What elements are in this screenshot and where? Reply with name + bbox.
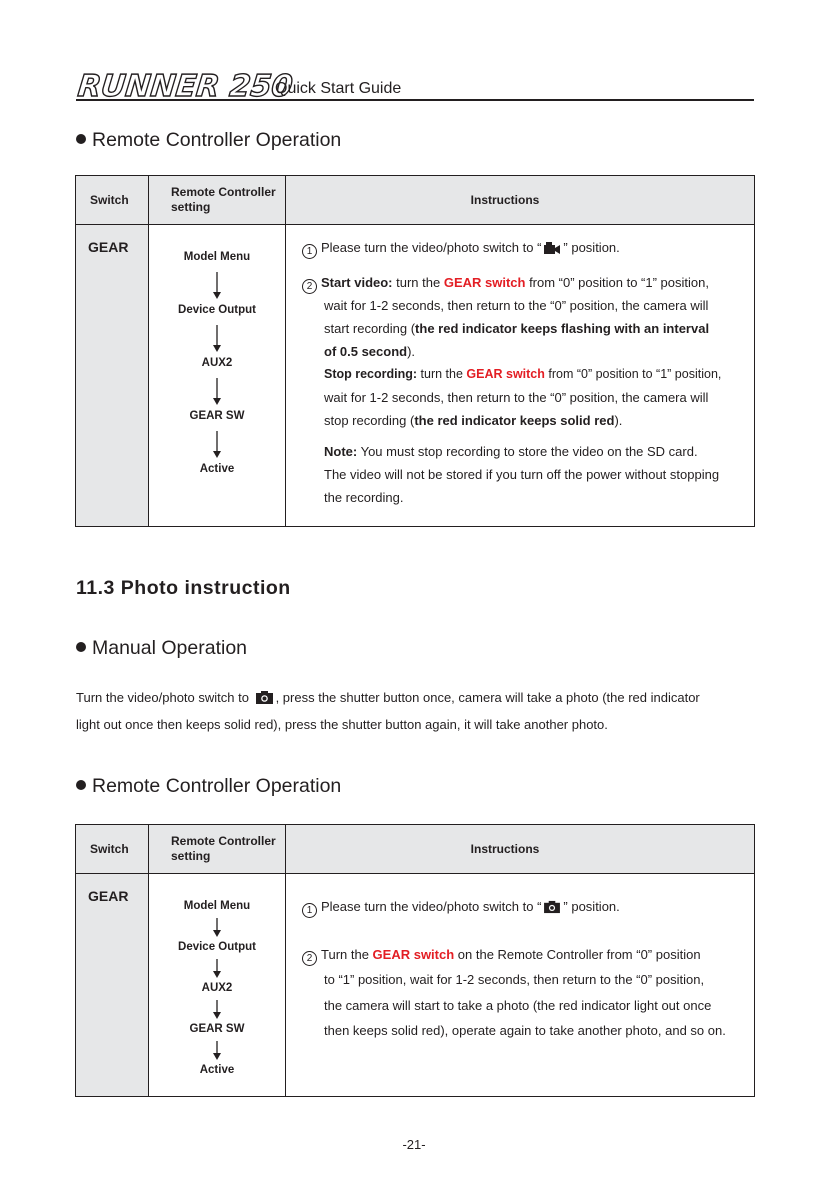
arrow-down-icon [212, 266, 222, 302]
flow-step: Active [199, 1064, 235, 1076]
runner-250-logo: RUNNER 250 [76, 69, 295, 104]
instruction-step-1: 1 Please turn the video/photo switch to “ ” position. [302, 894, 748, 920]
rc-setting-flow [149, 225, 286, 527]
instruction-stop: Stop recording: turn the GEAR switch from “0” position to “1” position, [324, 367, 722, 381]
instruction-line: wait for 1-2 seconds, then return to the “0” position, the camera will [324, 390, 709, 405]
arrow-down-icon [212, 425, 222, 461]
video-remote-table [75, 175, 755, 527]
switch-cell: GEAR [76, 225, 149, 527]
bullet-icon [76, 642, 86, 652]
instruction-line: of 0.5 second). [324, 344, 416, 359]
photo-camera-icon [255, 690, 274, 705]
section-heading-video-remote: Remote Controller Operation [76, 129, 341, 152]
table-row [76, 225, 755, 527]
col-instructions-header: Instructions [286, 825, 755, 874]
switch-cell: GEAR [76, 874, 149, 1097]
table-header-row [76, 176, 755, 225]
rc-setting-flow [149, 874, 286, 1097]
instruction-line: the recording. [324, 490, 404, 505]
bullet-icon [76, 134, 86, 144]
col-switch-header: Switch [76, 176, 149, 225]
section-heading-manual: Manual Operation [76, 637, 247, 660]
manual-line-1: Turn the video/photo switch to , press the shutter button once, camera will take a photo (the red indicator [76, 690, 700, 705]
instruction-step-2: 2 Turn the GEAR switch on the Remote Controller from “0” position [302, 942, 748, 968]
flow-step: Model Menu [183, 251, 251, 263]
arrow-down-icon [212, 915, 222, 939]
instruction-line: start recording (the red indicator keeps flashing with an interval [324, 321, 710, 336]
header-subtitle: Quick Start Guide [275, 80, 402, 97]
flow-step: Device Output [178, 304, 256, 316]
instruction-line: stop recording (the red indicator keeps solid red). [324, 413, 623, 428]
page-number: -21- [402, 1137, 426, 1152]
photo-remote-table [75, 824, 755, 1097]
arrow-down-icon [212, 319, 222, 355]
flow-step: GEAR SW [189, 410, 245, 422]
table-header-row [76, 825, 755, 874]
instruction-line: the camera will start to take a photo (the red indicator light out once [324, 997, 712, 1013]
photo-section-title: 11.3 Photo instruction [76, 577, 291, 599]
flow-step: GEAR SW [189, 1023, 245, 1035]
col-rc-header: Remote Controller setting [149, 825, 286, 874]
flow-step: AUX2 [201, 357, 233, 369]
instructions-cell [286, 874, 755, 1097]
instruction-line: then keeps solid red), operate again to take another photo, and so on. [324, 1023, 726, 1038]
instruction-step-2: 2 Start video: turn the GEAR switch from “0” position to “1” position, [302, 271, 748, 294]
section-heading-photo-remote: Remote Controller Operation [76, 775, 341, 798]
manual-operation-text [76, 684, 756, 738]
flow-step: Device Output [178, 941, 256, 953]
arrow-down-icon [212, 956, 222, 980]
flow-step: AUX2 [201, 982, 233, 994]
instruction-line: The video will not be stored if you turn off the power without stopping [324, 467, 720, 482]
instruction-step-1: 1 Please turn the video/photo switch to “ ” position. [302, 236, 748, 259]
video-camera-icon [543, 241, 561, 255]
header-rule [76, 99, 754, 101]
instruction-line: to “1” position, wait for 1-2 seconds, then return to the “0” position, [324, 972, 705, 987]
manual-line-2: light out once then keeps solid red), press the shutter button again, it will take another photo. [76, 717, 608, 732]
col-switch-header: Switch [76, 825, 149, 874]
instruction-line: wait for 1-2 seconds, then return to the “0” position, the camera will [324, 298, 709, 313]
col-instructions-header: Instructions [286, 176, 755, 225]
instructions-cell [286, 225, 755, 527]
arrow-down-icon [212, 997, 222, 1021]
arrow-down-icon [212, 372, 222, 408]
arrow-down-icon [212, 1038, 222, 1062]
photo-camera-icon [543, 900, 561, 914]
table-row [76, 874, 755, 1097]
col-rc-header: Remote Controller setting [149, 176, 286, 225]
flow-step: Model Menu [183, 900, 251, 912]
instruction-note: Note: You must stop recording to store the video on the SD card. [324, 444, 698, 459]
flow-step: Active [199, 463, 235, 475]
bullet-icon [76, 780, 86, 790]
